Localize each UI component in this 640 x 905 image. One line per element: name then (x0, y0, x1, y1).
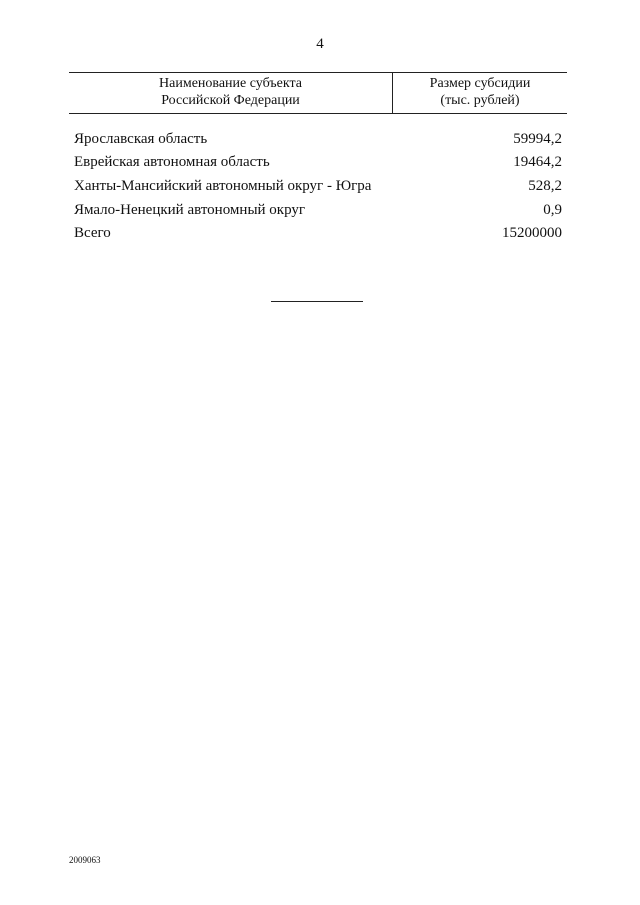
header-subject-line1: Наименование субъекта (159, 76, 302, 91)
table-row (74, 148, 562, 172)
row-subject-name: Ямало-Ненецкий автономный округ (74, 201, 306, 218)
header-subsidy-amount (393, 73, 567, 113)
row-subsidy-value: 19464,2 (513, 154, 562, 171)
row-total-value: 15200000 (502, 225, 562, 242)
table-row-total (74, 219, 562, 243)
row-subject-name: Еврейская автономная область (74, 154, 270, 171)
row-subsidy-value: 528,2 (528, 178, 562, 195)
row-total-label: Всего (74, 225, 111, 242)
row-subject-name: Ханты-Мансийский автономный округ - Югра (74, 178, 372, 195)
header-subject-line2: Российской Федерации (161, 93, 300, 108)
end-separator-line (271, 301, 363, 302)
header-subject-name (69, 73, 393, 113)
row-subsidy-value: 59994,2 (513, 130, 562, 147)
row-subsidy-value: 0,9 (543, 201, 562, 218)
header-amount-line2: (тыс. рублей) (440, 93, 520, 108)
row-subject-name: Ярославская область (74, 130, 208, 147)
header-amount-line1: Размер субсидии (429, 76, 531, 91)
table-body (74, 124, 562, 242)
table-row (74, 195, 562, 219)
table-row (74, 171, 562, 195)
table-row (74, 124, 562, 148)
table-header (69, 72, 567, 114)
document-code: 2009063 (69, 855, 101, 865)
page-number: 4 (316, 36, 324, 52)
